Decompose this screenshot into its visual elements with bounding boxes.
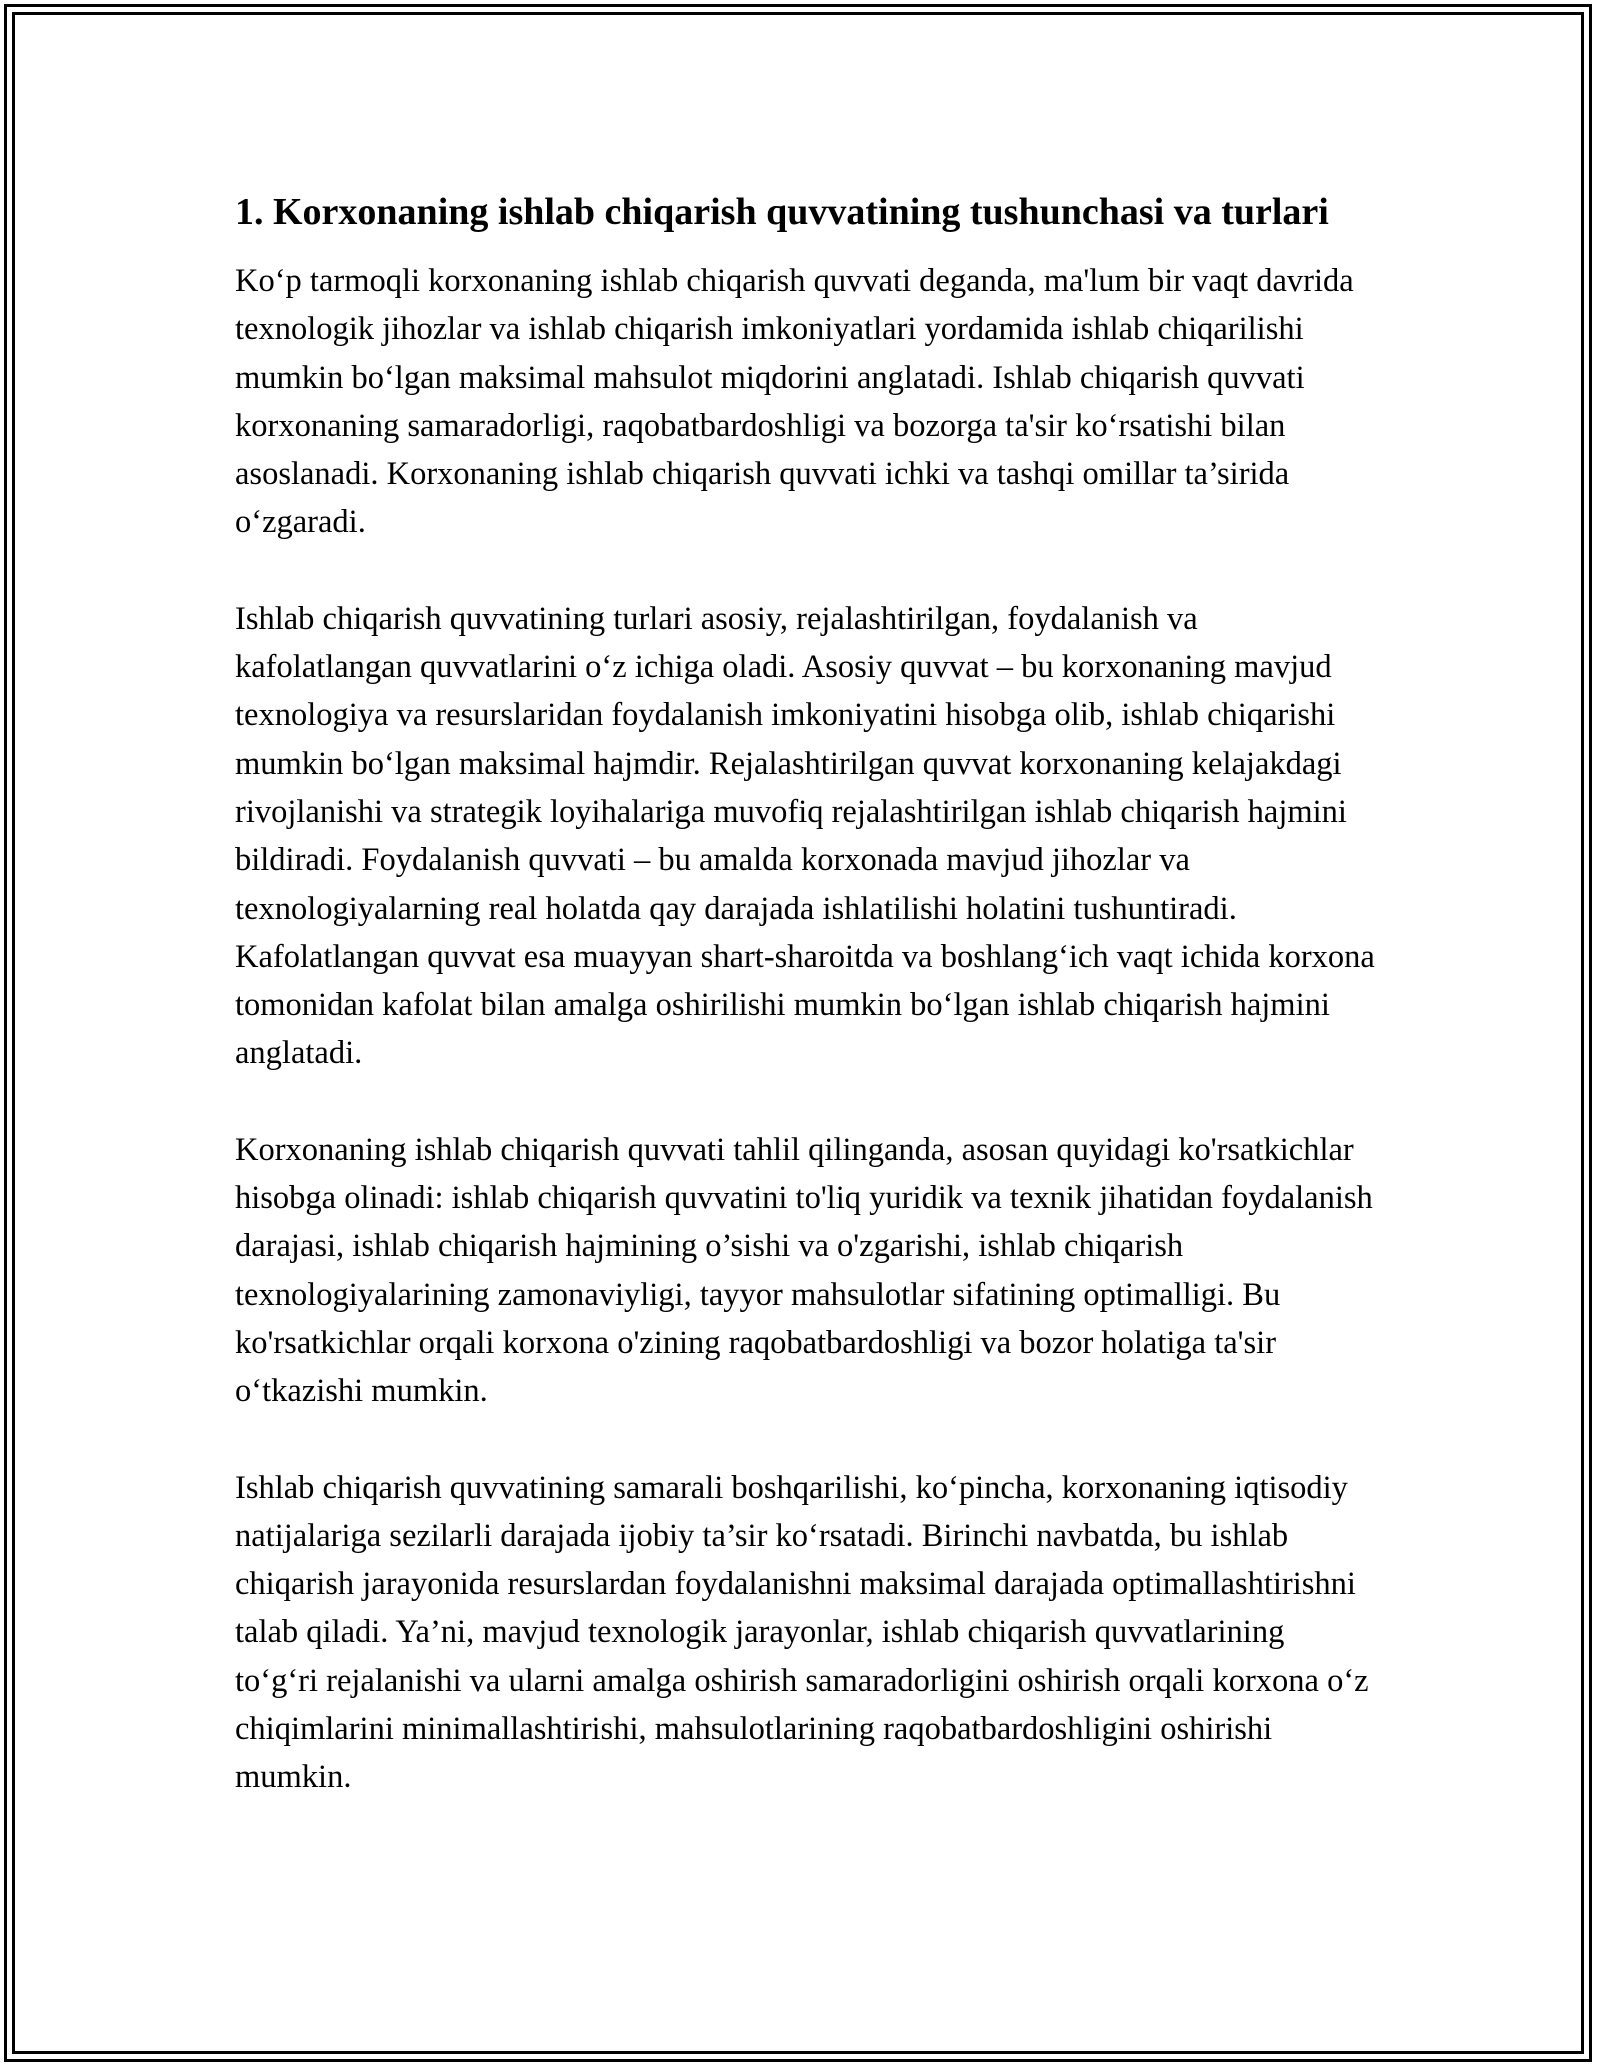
section-heading: 1. Korxonaning ishlab chiqarish quvvatining tushunchasi va turlari bbox=[235, 191, 1329, 233]
document-body bbox=[235, 185, 1375, 1850]
paragraph-definition: Ko‘p tarmoqli korxonaning ishlab chiqarish quvvati deganda, ma'lum bir vaqt davrida texnologik jihozlar va ishlab chiqarish imkoniyatlari yordamida ishlab chiqarilishi mumkin bo‘lgan maksimal mahsulot miqdorini anglatadi. Ishlab chiqarish quvvati korxonaning samaradorligi, raqobatbardoshligi va bozorga ta'sir ko‘rsatishi bilan asoslanadi. Korxonaning ishlab chiqarish quvvati ichki va tashqi omillar ta’sirida o‘zgaradi. bbox=[235, 263, 1354, 541]
paragraph-capacity-types: Ishlab chiqarish quvvatining turlari asosiy, rejalashtirilgan, foydalanish va kafolatlangan quvvatlarini o‘z ichiga oladi. Asosiy quvvat – bu korxonaning mavjud texnologiya va resurslaridan foydalanish imkoniyatini hisobga olib, ishlab chiqarishi mumkin bo‘lgan maksimal hajmdir. Rejalashtirilgan quvvat korxonaning kelajakdagi rivojlanishi va strategik loyihalariga muvofiq rejalashtirilgan ishlab chiqarish hajmini bildiradi. Foydalanish quvvati – bu amalda korxonada mavjud jihozlar va texnologiyalarning real holatda qay darajada ishlatilishi holatini tushuntiradi. Kafolatlangan quvvat esa muayyan shart-sharoitda va boshlang‘ich vaqt ichida korxona tomonidan kafolat bilan amalga oshirilishi mumkin bo‘lgan ishlab chiqarish hajmini anglatadi. bbox=[235, 600, 1375, 1072]
paragraph-indicators: Korxonaning ishlab chiqarish quvvati tahlil qilinganda, asosan quyidagi ko'rsatkichlar hisobga olinadi: ishlab chiqarish quvvatini to'liq yuridik va texnik jihatidan foydalanish darajasi, ishlab chiqarish hajmining o’sishi va o'zgarishi, ishlab chiqarish texnologiyalarining zamonaviyligi, tayyor mahsulotlar sifatining optimalligi. Bu ko'rsatkichlar orqali korxona o'zining raqobatbardoshligi va bozor holatiga ta'sir o‘tkazishi mumkin. bbox=[235, 1131, 1373, 1410]
paragraph-management: Ishlab chiqarish quvvatining samarali boshqarilishi, ko‘pincha, korxonaning iqtisodiy natijalariga sezilarli darajada ijobiy ta’sir ko‘rsatadi. Birinchi navbatda, bu ishlab chiqarish jarayonida resurslardan foydalanishni maksimal darajada optimallashtirishni talab qiladi. Ya’ni, mavjud texnologik jarayonlar, ishlab chiqarish quvvatlarining to‘g‘ri rejalanishi va ularni amalga oshirish samaradorligini oshirish orqali korxona o‘z chiqimlarini minimallashtirishi, mahsulotlarining raqobatbardoshligini oshirishi mumkin. bbox=[235, 1469, 1369, 1796]
